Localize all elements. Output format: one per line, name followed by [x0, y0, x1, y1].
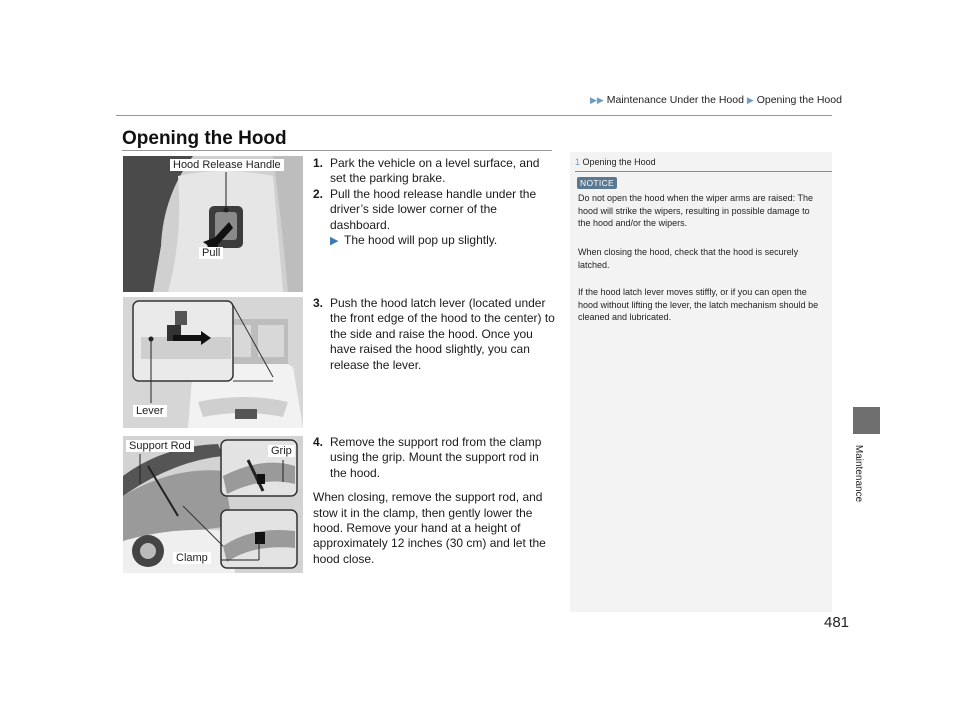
steps-list-cont-2 [313, 435, 558, 567]
breadcrumb-current[interactable]: Opening the Hood [756, 94, 842, 106]
notice-badge: NOTICE [577, 177, 617, 189]
sidebar-heading-text: Opening the Hood [582, 157, 656, 167]
hood-release-figure [123, 156, 303, 292]
callout-lever: Lever [133, 405, 167, 417]
step-text: Park the vehicle on a level surface, and set the parking brake. [330, 156, 540, 186]
callout-hood-release-handle: Hood Release Handle [170, 159, 284, 171]
sidebar-para-2: If the hood latch lever moves stiffly, or if you can open the hood without lifting the lever, the latch mechanism should be cleaned and lubricated. [578, 287, 819, 322]
step-3 [313, 296, 558, 373]
step-text: Push the hood latch lever (located under the front edge of the hood to the center) to the side and raise the hood. Once you have raised the hood slightly, you can release the lever. [330, 296, 555, 372]
step-number: 3. [313, 296, 324, 310]
step-2-result [330, 233, 558, 248]
steps-list [313, 156, 558, 248]
callout-pull: Pull [199, 247, 223, 259]
step-1 [313, 156, 558, 187]
hood-latch-figure [123, 297, 303, 428]
step-text: Remove the support rod from the clamp using the grip. Mount the support rod in the hood. [330, 435, 542, 480]
section-tab[interactable] [853, 440, 872, 510]
step-2 [313, 187, 558, 249]
section-tab-marker [853, 407, 880, 434]
reference-marker-icon: 1 [575, 157, 581, 167]
sidebar-heading [575, 157, 656, 167]
sidebar-divider [575, 171, 832, 172]
steps-list-cont [313, 296, 558, 373]
notice-text: Do not open the hood when the wiper arms are raised: The hood will strike the wipers, resulting in possible damage to the hood and/or the wipers. [578, 193, 813, 228]
breadcrumb-parent[interactable]: Maintenance Under the Hood [606, 94, 744, 106]
step-number: 2. [313, 186, 324, 201]
closing-paragraph: When closing, remove the support rod, and stow it in the clamp, then gently lower the hood. Remove your hand at a height of approximately 12 inches (30 cm) and let the hood close. [313, 490, 546, 566]
step-4 [313, 435, 558, 481]
header-divider [116, 115, 832, 116]
step-subtext: The hood will pop up slightly. [344, 233, 498, 248]
step-number: 4. [313, 435, 324, 449]
callout-support-rod: Support Rod [126, 440, 194, 452]
callout-clamp: Clamp [173, 552, 211, 564]
arrow-icon: ▶ [746, 95, 754, 105]
page-title: Opening the Hood [122, 128, 287, 149]
callout-grip: Grip [268, 445, 295, 457]
breadcrumb [590, 94, 842, 106]
arrow-right-icon: ▶ [330, 235, 339, 248]
page-number: 481 [824, 614, 850, 631]
double-arrow-icon: ▶▶ [590, 95, 604, 105]
title-divider [122, 150, 552, 151]
section-tab-label: Maintenance [853, 444, 865, 503]
sidebar-para-1: When closing the hood, check that the hood is securely latched. [578, 247, 799, 270]
step-number: 1. [313, 156, 324, 170]
step-text: Pull the hood release handle under the driver’s side lower corner of the dashboard. [330, 186, 537, 232]
support-rod-figure [123, 436, 303, 573]
